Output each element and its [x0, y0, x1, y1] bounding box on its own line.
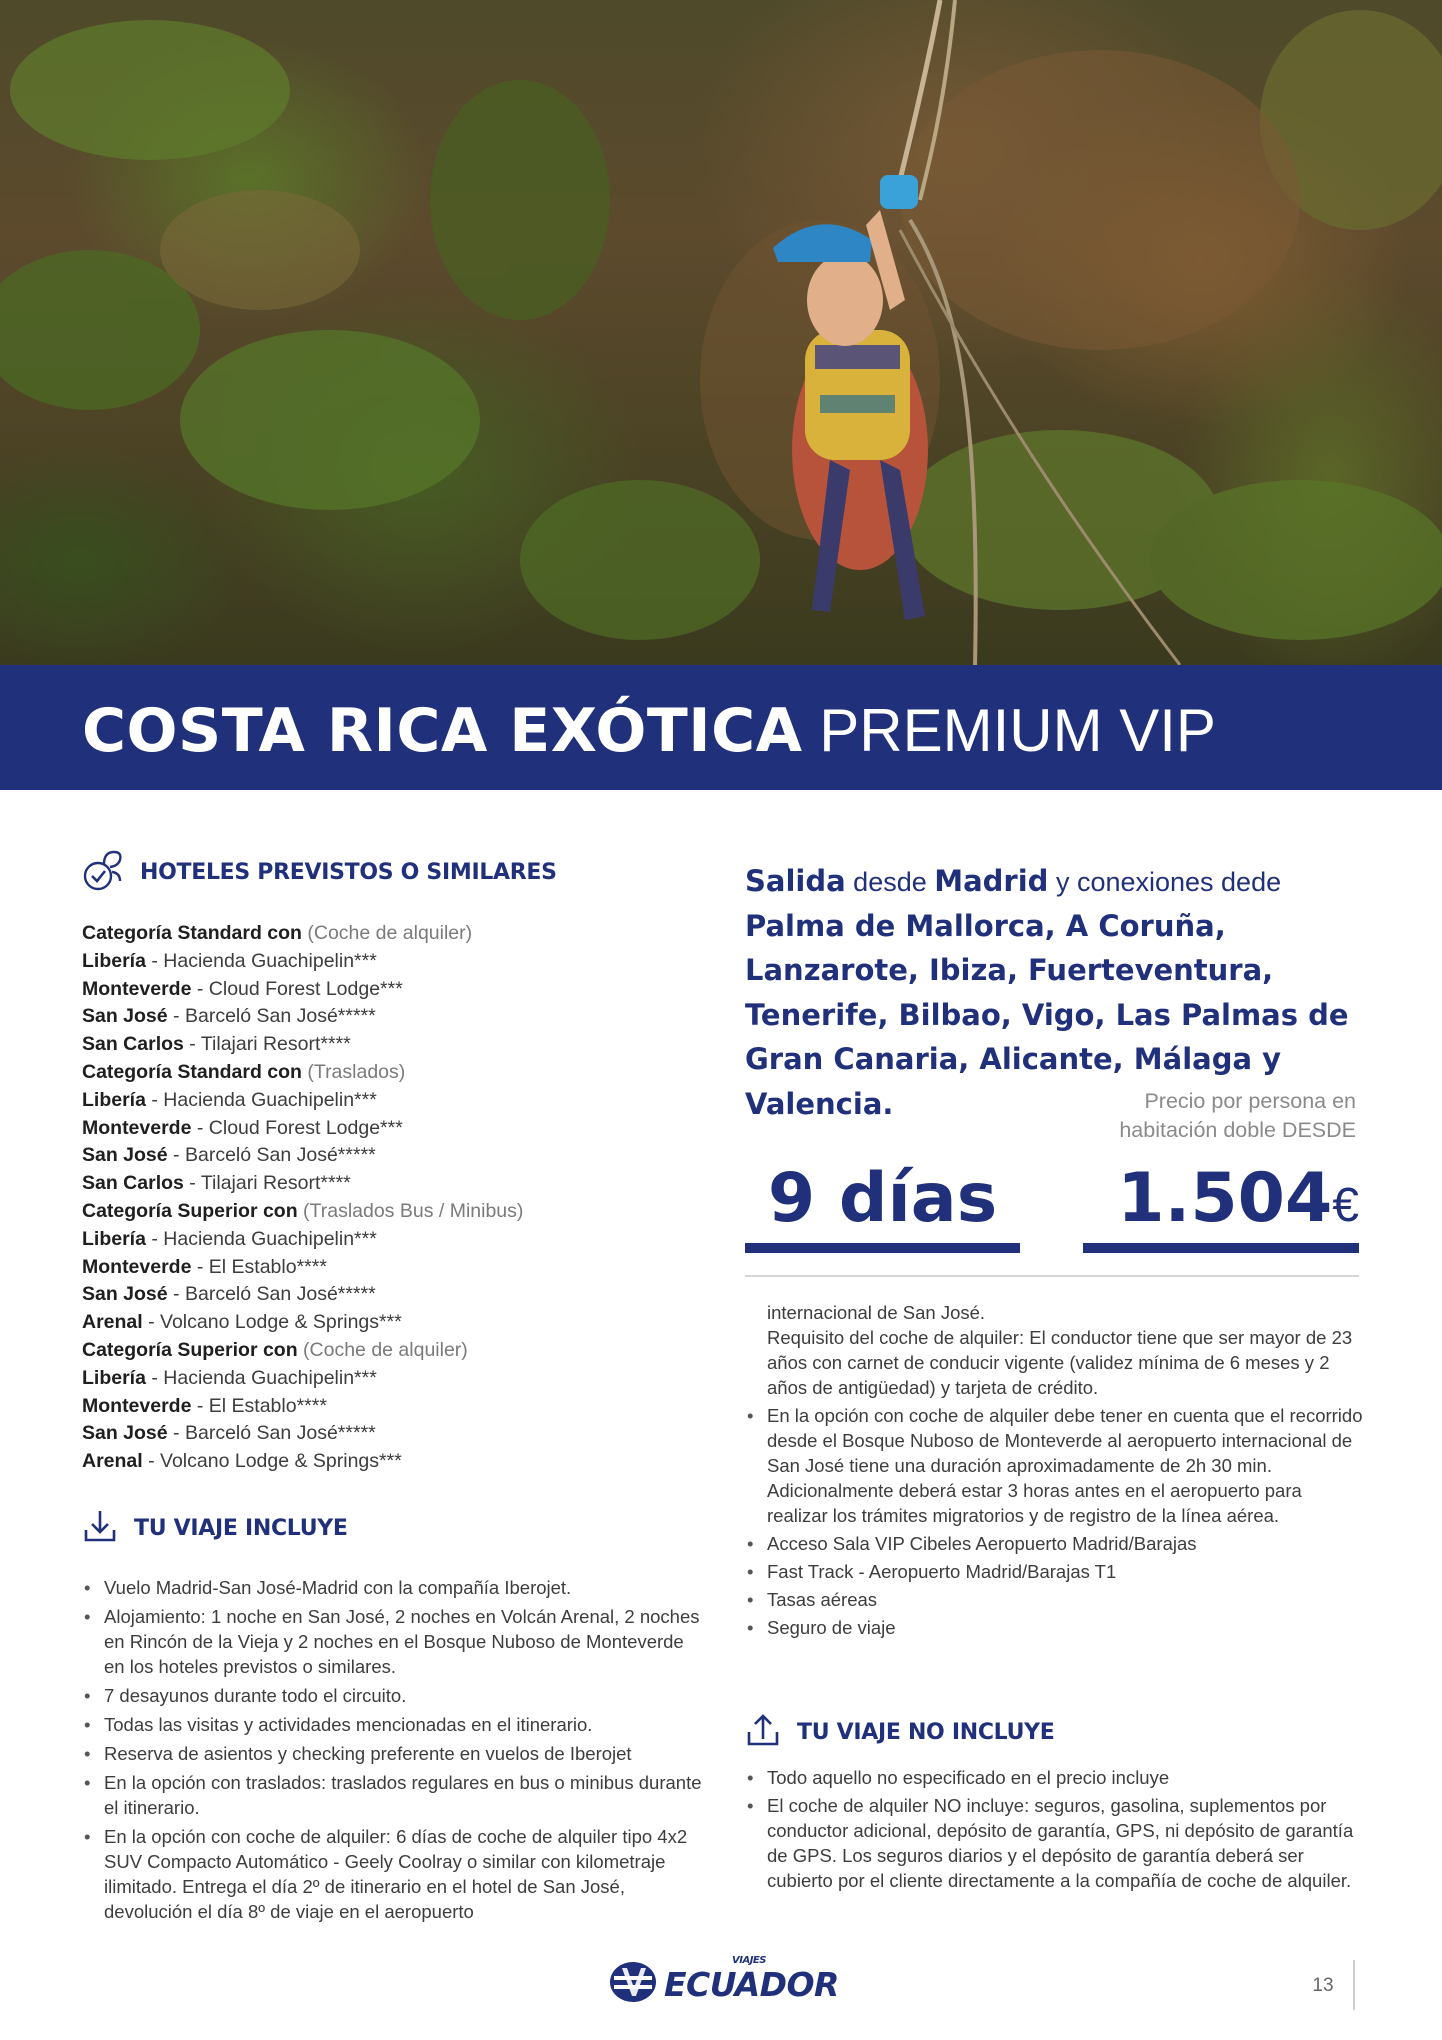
hotel-line: [82, 1365, 682, 1393]
hotel-line: [82, 1142, 682, 1170]
trip-price: [1083, 1159, 1359, 1238]
includes-heading: [82, 1508, 348, 1549]
hotel-line-mode: (Coche de alquiler): [297, 1338, 468, 1361]
hotel-line-mode: (Traslados Bus / Minibus): [297, 1199, 524, 1222]
brand-logo: [608, 1955, 839, 2009]
includes-heading-text: TU VIAJE INCLUYE: [134, 1516, 348, 1541]
list-item: • Todas las visitas y actividades mencionadas en el itinerario.: [82, 1712, 702, 1737]
hotel-line-label: Libería: [82, 1227, 146, 1250]
hotel-line-hotel: - Hacienda Guachipelin***: [145, 1088, 377, 1111]
page-title: [82, 696, 1216, 766]
brand-name: [664, 1955, 839, 2004]
hotel-line-hotel: - Barceló San José*****: [167, 1005, 376, 1028]
hotel-line: [82, 1393, 682, 1421]
not-included-heading-text: TU VIAJE NO INCLUYE: [797, 1720, 1055, 1745]
departure-madrid: Madrid: [934, 864, 1049, 898]
hotels-list: [82, 920, 682, 1476]
hotel-line-label: Categoría Standard con: [82, 922, 302, 944]
hotel-line-label: San Carlos: [82, 1033, 184, 1056]
hotel-line-label: San José: [82, 1283, 168, 1306]
hotel-line-label: San José: [82, 1422, 168, 1445]
hotel-check-icon: [82, 848, 124, 897]
list-item: • Alojamiento: 1 noche en San José, 2 noches en Volcán Arenal, 2 noches en Rincón de la Vieja y 2 noches en el Bosque Nuboso de Monteverde en los hoteles previstos o similares.: [82, 1604, 702, 1679]
departure-cities: Palma de Mallorca, A Coruña, Lanzarote, Ibiza, Fuerteventura, Tenerife, Bilbao, Vigo, Las Palmas de Gran Canaria, Alicante, Málaga y Valencia.: [745, 908, 1349, 1121]
page-number: 13: [1312, 1975, 1334, 1996]
hotel-line: [82, 948, 682, 976]
list-item: • Seguro de viaje: [745, 1615, 1365, 1640]
price-underline: [1083, 1243, 1359, 1253]
title-light: PREMIUM VIP: [819, 697, 1216, 764]
hero-photo: [0, 0, 1442, 665]
list-item: • En la opción con coche de alquiler: 6 días de coche de alquiler tipo 4x2 SUV Compacto Automático - Geely Coolray o similar con kilometraje ilimitado. Entrega el día 2º de itinerario en el hotel de San José, devolución el día 8º de viaje en el aeropuerto: [82, 1824, 702, 1924]
includes-list-right: [745, 1403, 1365, 1640]
hotel-line: [82, 1448, 682, 1476]
hotel-line-label: Categoría Superior con: [82, 1199, 298, 1222]
list-item: • Vuelo Madrid-San José-Madrid con la compañía Iberojet.: [82, 1575, 702, 1600]
includes-continuation-2: Requisito del coche de alquiler: El conductor tiene que ser mayor de 23 años con carnet de conducir vigente (validez mínima de 6 meses y 2 años de antigüedad) y tarjeta de crédito.: [767, 1327, 1353, 1398]
hotel-line: [82, 1031, 682, 1059]
departure-conexiones: y conexiones dede: [1048, 867, 1282, 897]
hotel-line: [82, 1226, 682, 1254]
hotel-line-mode: (Coche de alquiler): [301, 922, 473, 944]
hotel-line-label: Monteverde: [82, 1255, 192, 1278]
hotel-line: [82, 1198, 682, 1226]
hotel-line-label: San Carlos: [82, 1172, 184, 1195]
price-note-line2: habitación doble DESDE: [1119, 1118, 1356, 1142]
brand-emblem-icon: [608, 1960, 658, 2009]
price-note-line1: Precio por persona en: [1144, 1089, 1356, 1113]
not-included-heading: [745, 1712, 1055, 1753]
hotels-heading: [82, 848, 557, 897]
list-item: • Acceso Sala VIP Cibeles Aeropuerto Madrid/Barajas: [745, 1531, 1365, 1556]
hotel-line-label: Libería: [82, 1088, 146, 1111]
hotel-line-label: Categoría Standard con: [82, 1060, 302, 1083]
divider: [745, 1275, 1359, 1277]
hotel-line-mode: (Traslados): [301, 1060, 406, 1083]
title-strong: COSTA RICA EXÓTICA: [82, 696, 803, 766]
hotel-line-hotel: - Volcano Lodge & Springs***: [142, 1450, 402, 1473]
hotel-line-label: San José: [82, 1005, 168, 1028]
hotel-line: [82, 976, 682, 1004]
hotel-line-label: Monteverde: [82, 1394, 192, 1417]
hotel-line-label: Categoría Superior con: [82, 1338, 298, 1361]
list-item: • Tasas aéreas: [745, 1587, 1365, 1612]
hotel-line-label: Monteverde: [82, 977, 192, 1000]
duration-underline: [745, 1243, 1020, 1253]
list-item: • El coche de alquiler NO incluye: seguros, gasolina, suplementos por conductor adicional, depósito de garantía, GPS, ni depósito de garantía de GPS. Los seguros diarios y el depósito de garantía deberá ser cubierto por el cliente directamente a la compañía de coche de alquiler.: [745, 1793, 1365, 1893]
brand-name-text: ECUADOR: [664, 1965, 839, 2004]
title-banner: [0, 665, 1442, 790]
brand-name-small: VIAJES: [732, 1955, 766, 1966]
hotel-line-hotel: - Volcano Lodge & Springs***: [142, 1311, 402, 1334]
hotel-line-label: Arenal: [82, 1450, 143, 1473]
hotel-line-hotel: - Hacienda Guachipelin***: [145, 1227, 377, 1250]
includes-continued: [745, 1300, 1365, 1643]
hotel-line: [82, 1087, 682, 1115]
hotel-line-hotel: - Hacienda Guachipelin***: [145, 1366, 377, 1389]
hotel-line: [82, 1281, 682, 1309]
upload-icon: [745, 1712, 781, 1753]
hotel-line: [82, 1115, 682, 1143]
download-icon: [82, 1508, 118, 1549]
hotel-line: [82, 1170, 682, 1198]
hotel-line: [82, 1420, 682, 1448]
list-item: • En la opción con coche de alquiler debe tener en cuenta que el recorrido desde el Bosque Nuboso de Monteverde al aeropuerto internacional de San José tiene una duración aproximadamente de 2h 30 min. Adicionalmente deberá estar 3 horas antes en el aeropuerto para realizar los trámites migratorios y de registro de la línea aérea.: [745, 1403, 1365, 1528]
includes-continuation-1: internacional de San José.: [767, 1302, 986, 1323]
hotel-line-hotel: - Tilajari Resort****: [183, 1172, 351, 1195]
hotel-line-label: Monteverde: [82, 1116, 192, 1139]
hotel-line: [82, 1059, 682, 1087]
hotel-line-label: Libería: [82, 1366, 146, 1389]
trip-duration: 9 días: [767, 1159, 998, 1238]
hotel-line-hotel: - El Establo****: [191, 1255, 327, 1278]
list-item: • Fast Track - Aeropuerto Madrid/Barajas T1: [745, 1559, 1365, 1584]
hotel-line-hotel: - Barceló San José*****: [167, 1283, 376, 1306]
hotel-line-label: Libería: [82, 949, 146, 972]
hotel-line-hotel: - Barceló San José*****: [167, 1422, 376, 1445]
hotel-line: [82, 1309, 682, 1337]
hotels-heading-text: HOTELES PREVISTOS O SIMILARES: [140, 860, 557, 885]
departure-desde: desde: [845, 867, 935, 897]
includes-list: [82, 1575, 702, 1928]
hotel-line: [82, 1254, 682, 1282]
list-item: • 7 desayunos durante todo el circuito.: [82, 1683, 702, 1708]
hotel-line-label: San José: [82, 1144, 168, 1167]
page-number-rule: [1353, 1960, 1355, 2010]
list-item: • Todo aquello no especificado en el precio incluye: [745, 1765, 1365, 1790]
hotel-line-hotel: - El Establo****: [191, 1394, 327, 1417]
hotel-line-label: Arenal: [82, 1311, 143, 1334]
hotel-line-hotel: - Hacienda Guachipelin***: [145, 949, 377, 972]
list-item: • En la opción con traslados: traslados regulares en bus o minibus durante el itinerario.: [82, 1770, 702, 1820]
hotel-line: [82, 1003, 682, 1031]
departure-salida: Salida: [745, 864, 846, 898]
price-note: [1060, 1087, 1356, 1145]
hotel-line: [82, 920, 682, 948]
not-included-list: [745, 1765, 1365, 1896]
price-currency: €: [1332, 1179, 1359, 1232]
hero-illustration: [0, 0, 1442, 665]
hotel-line-hotel: - Cloud Forest Lodge***: [191, 1116, 403, 1139]
hotel-line-hotel: - Cloud Forest Lodge***: [191, 977, 403, 1000]
hotel-line-hotel: - Barceló San José*****: [167, 1144, 376, 1167]
hotel-line-hotel: - Tilajari Resort****: [183, 1033, 351, 1056]
hotel-line: [82, 1337, 682, 1365]
price-amount: 1.504: [1117, 1159, 1333, 1238]
list-item: • Reserva de asientos y checking preferente en vuelos de Iberojet: [82, 1741, 702, 1766]
